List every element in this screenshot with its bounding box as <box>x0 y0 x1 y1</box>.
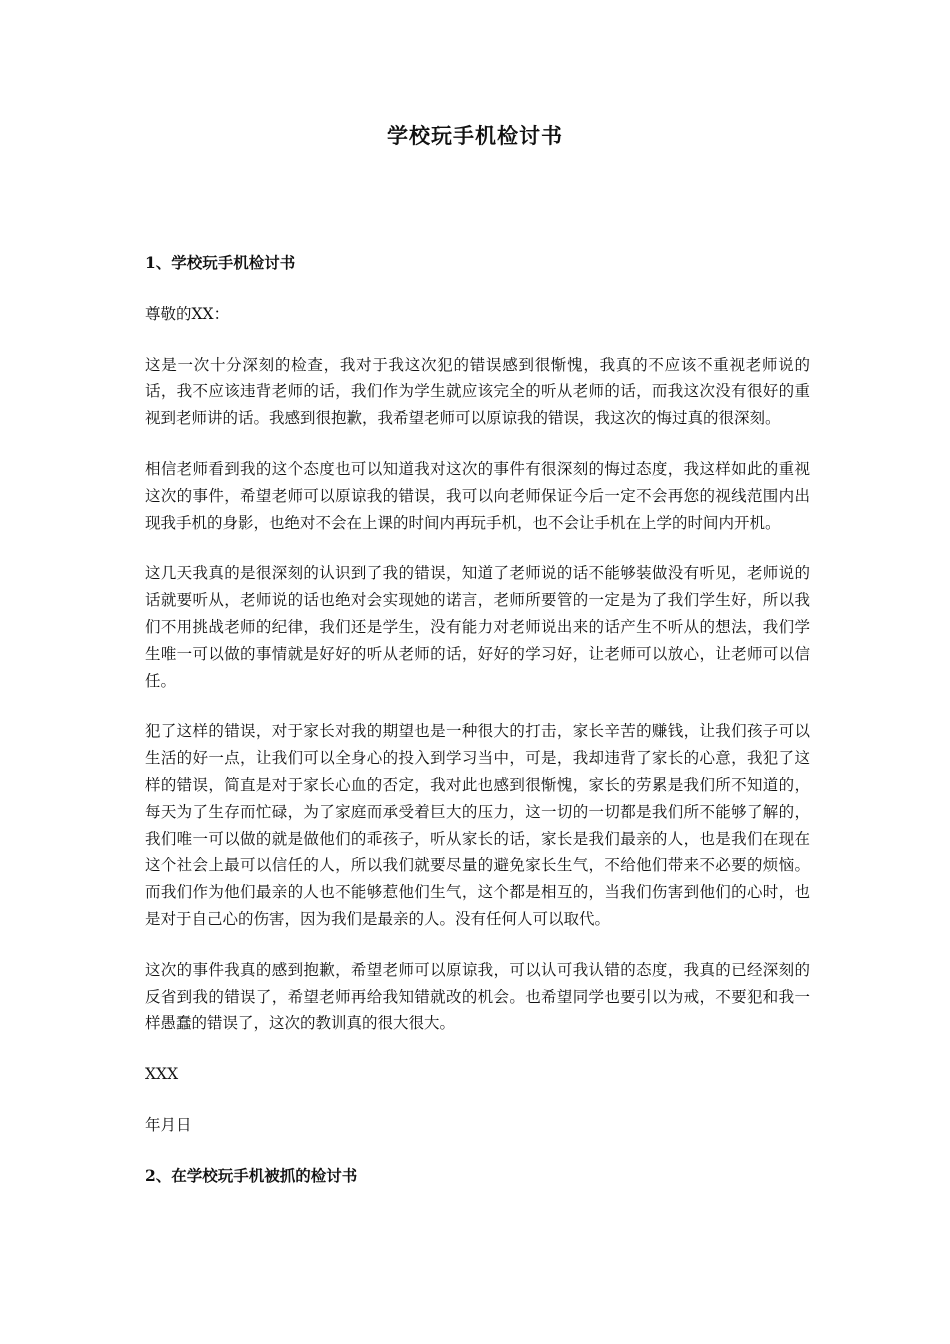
salutation: 尊敬的XX： <box>145 304 230 323</box>
document-title: 学校玩手机检讨书 <box>387 123 563 148</box>
section-1-heading: 1、学校玩手机检讨书 <box>145 253 296 272</box>
section-2-heading: 2、在学校玩手机被抓的检讨书 <box>145 1165 358 1185</box>
paragraph-1: 这是一次十分深刻的检查，我对于我这次犯的错误感到很惭愧，我真的不应该不重视老师说的话，我不应该违背老师的话，我们作为学生就应该完全的听从老师的话，而我这次没有很好的重视到老师讲的话。我感到很抱歉，我希望老师可以原谅我的错误，我这次的悔过真的很深刻。 <box>145 355 810 428</box>
signature: XXX <box>145 1065 179 1084</box>
document-body <box>145 250 810 1214</box>
date-line: 年月日 <box>145 1115 192 1134</box>
paragraph-5: 这次的事件我真的感到抱歉，希望老师可以原谅我，可以认可我认错的态度，我真的已经深刻的反省到我的错误了，希望老师再给我知错就改的机会。也希望同学也要引以为戒，不要犯和我一样愚蠢的错误了，这次的教训真的很大很大。 <box>145 960 810 1033</box>
paragraph-4: 犯了这样的错误，对于家长对我的期望也是一种很大的打击，家长辛苦的赚钱，让我们孩子可以生活的好一点，让我们可以全身心的投入到学习当中，可是，我却违背了家长的心意，我犯了这样的错误，简直是对于家长心血的否定，我对此也感到很惭愧，家长的劳累是我们所不知道的，每天为了生存而忙碌，为了家庭而承受着巨大的压力，这一切的一切都是我们所不能够了解的，我们唯一可以做的就是做他们的乖孩子，听从家长的话，家长是我们最亲的人，也是我们在现在这个社会上最可以信任的人，所以我们就要尽量的避免家长生气，不给他们带来不必要的烦恼。而我们作为他们最亲的人也不能够惹他们生气，这个都是相互的，当我们伤害到他们的心时，也是对于自己心的伤害，因为我们是最亲的人。没有任何人可以取代。 <box>145 722 810 928</box>
paragraph-3: 这几天我真的是很深刻的认识到了我的错误，知道了老师说的话不能够装做没有听见，老师说的话就要听从，老师说的话也绝对会实现她的诺言，老师所要管的一定是为了我们学生好，所以我们不用挑战老师的纪律，我们还是学生，没有能力对老师说出来的话产生不听从的想法，我们学生唯一可以做的事情就是好好的听从老师的话，好好的学习好，让老师可以放心，让老师可以信任。 <box>145 564 810 690</box>
paragraph-2: 相信老师看到我的这个态度也可以知道我对这次的事件有很深刻的悔过态度，我这样如此的重视这次的事件，希望老师可以原谅我的错误，我可以向老师保证今后一定不会再您的视线范围内出现我手机的身影，也绝对不会在上课的时间内再玩手机，也不会让手机在上学的时间内开机。 <box>145 459 810 532</box>
